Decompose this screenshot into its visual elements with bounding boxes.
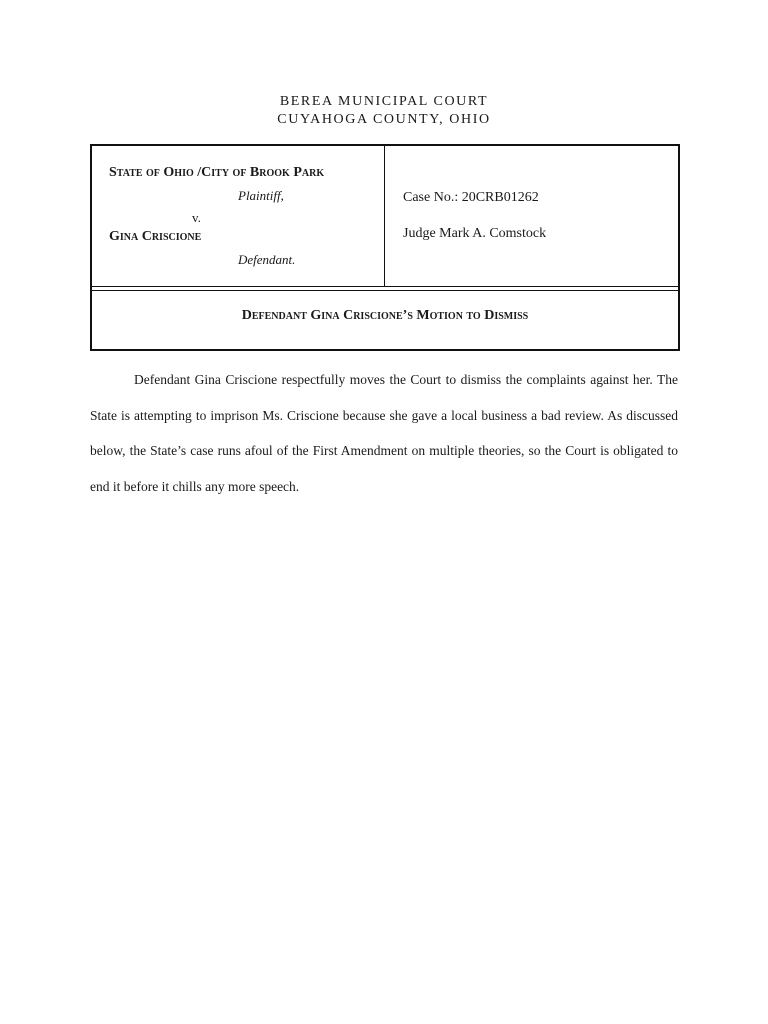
case-number: Case No.: 20CRB01262 <box>403 190 539 205</box>
defendant-label: Defendant. <box>238 252 296 267</box>
court-county: CUYAHOGA COUNTY, OHIO <box>277 112 491 127</box>
versus-label: v. <box>192 210 201 225</box>
motion-title: Defendant Gina Criscione’s Motion to Dismiss <box>241 308 529 323</box>
plaintiff-name: State of Ohio /City of Brook Park <box>109 165 325 180</box>
court-header <box>0 93 768 129</box>
court-name: BEREA MUNICIPAL COURT <box>279 94 489 109</box>
caption-horizontal-divider <box>92 286 678 291</box>
caption-top-section <box>92 146 678 286</box>
plaintiff-label: Plaintiff, <box>238 188 284 203</box>
defendant-name: Gina Criscione <box>109 229 202 244</box>
caption-vertical-divider <box>384 146 385 286</box>
case-caption-box <box>90 144 680 351</box>
body-paragraph: Defendant Gina Criscione respectfully moves the Court to dismiss the complaints against her. The State is attempting to imprison Ms. Criscione because she gave a local business a bad review. As discussed below, the State’s case runs afoul of the First Amendment on multiple theories, so the Court is obligated to end it before it chills any more speech. <box>90 372 678 494</box>
judge-name: Judge Mark A. Comstock <box>403 226 547 241</box>
